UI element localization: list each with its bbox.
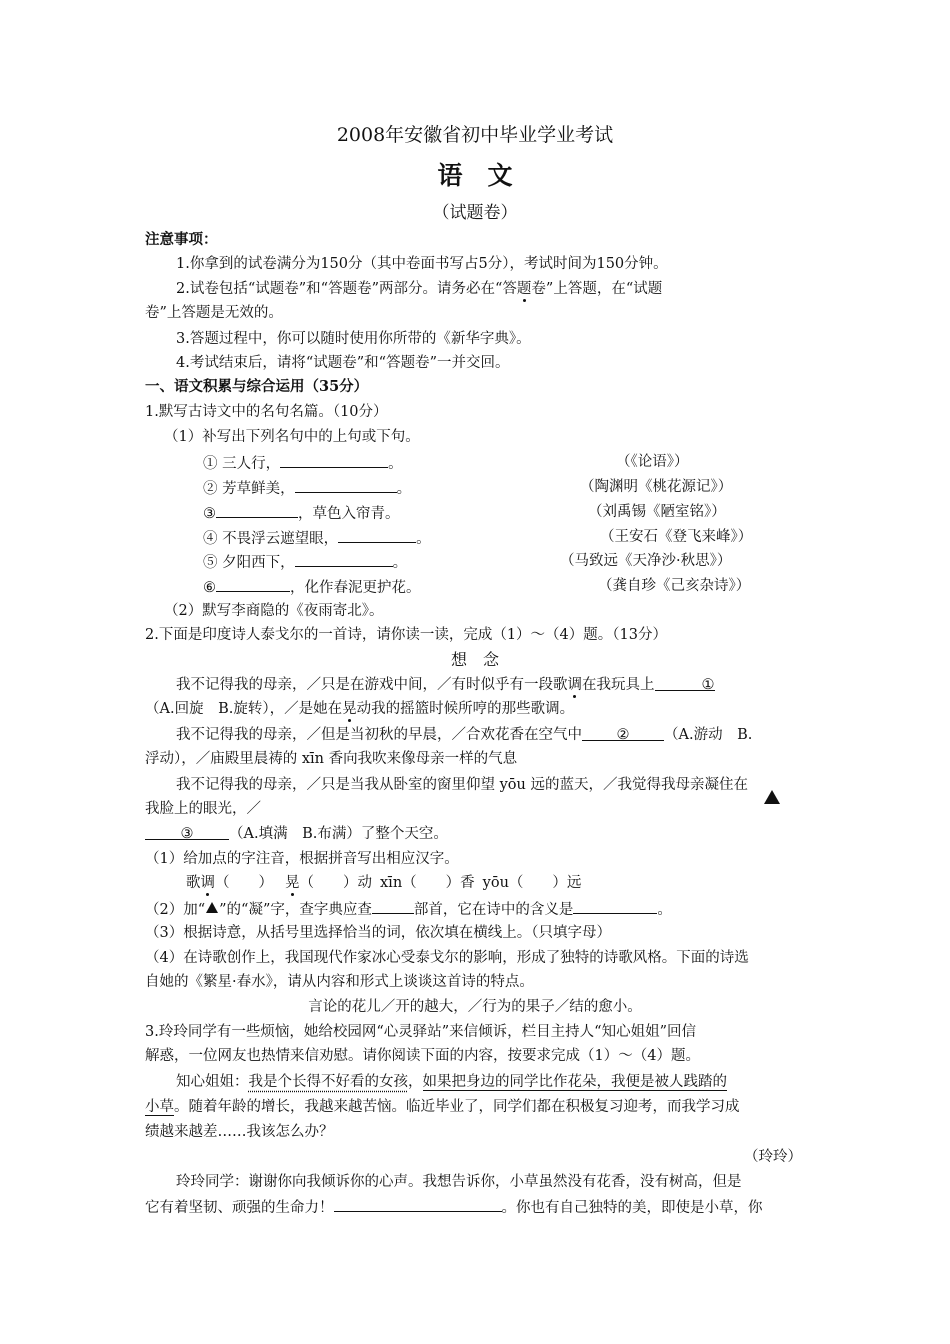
q1-line-6: ⑥ ，化作春泥更护花。 — [203, 576, 421, 598]
answer-blank[interactable] — [295, 551, 393, 567]
answer-blank-1[interactable]: ① — [655, 675, 715, 691]
q1-line-3: ③ ，草色入帘青。 — [203, 502, 400, 524]
triangle-marker-icon — [206, 902, 218, 913]
subject-title: 语 文 — [437, 161, 513, 190]
emphasis-dotted: 答题卷 — [502, 281, 546, 297]
letter-line-b: 小草。随着年龄的增长，我越来越苦恼。临近毕业了，同学们都在积极复习迎考，而我学习成 — [145, 1099, 740, 1115]
q2-sub3: （3）根据诗意，从括号里选择恰当的词，依次填在横线上。（只填字母） — [145, 925, 611, 941]
q2-sub4a: （4）在诗歌创作上，我国现代作家冰心受泰戈尔的影响，形成了独特的诗歌风格。下面的诗选 — [145, 950, 749, 966]
letter-line-c: 绩越来越差……我该怎么办？ — [145, 1124, 334, 1140]
triangle-marker-icon — [764, 790, 780, 804]
exam-title: 2008年安徽省初中毕业学业考试 — [336, 124, 614, 146]
section-1-heading: 一、语文积累与综合运用（35分） — [145, 378, 369, 395]
answer-blank[interactable] — [338, 527, 416, 543]
q1-line-4: ④ 不畏浮云遮望眼， 。 — [203, 527, 431, 549]
q2-sub1-row: 歌调（ ） 晃（ ）动 xīn（ ）香 yōu（ ）远 — [186, 875, 582, 891]
q1-line-2: ② 芳草鲜美， 。 — [203, 477, 411, 499]
q1-stem: 1.默写古诗文中的名句名篇。（10分） — [145, 404, 388, 420]
q2-sub1: （1）给加点的字注音，根据拼音写出相应汉字。 — [145, 851, 459, 867]
q2-sub2: （2）加“ ”的“凝”字，查字典应查 部首，它在诗中的含义是 。 — [145, 898, 672, 920]
note-2a: 2.试卷包括“试题卷”和“答题卷”两部分。请务必在“答题卷”上答题，在“试题 — [176, 281, 663, 297]
q2-stem: 2.下面是印度诗人泰戈尔的一首诗，请你读一读，完成（1）～（4）题。（13分） — [145, 627, 667, 643]
poem-line-1b: （A.回旋 B.旋转），／是她在晃动我的摇篮时候所哼的那些歌调。 — [145, 701, 575, 717]
reply-line-b: 它有着坚韧、顽强的生命力！ 。你也有自己独特的美，即使是小草，你 — [145, 1196, 763, 1218]
underlined-text: 如果把身边的同学比作花朵，我便是被人践踏的 — [422, 1074, 727, 1090]
dotted-text: 我是个长得不好看的女孩 — [248, 1074, 408, 1090]
note-4: 4.考试结束后，请将“试题卷”和“答题卷”一并交回。 — [176, 355, 510, 371]
note-3: 3.答题过程中，你可以随时使用你所带的《新华字典》。 — [176, 331, 531, 347]
answer-blank[interactable] — [334, 1196, 502, 1212]
poem-line-2a: 我不记得我的母亲，／但是当初秋的早晨，／合欢花香在空气中 ② （A.游动 B. — [176, 727, 753, 743]
note-1: 1.你拿到的试卷满分为150分（其中卷面书写占5分），考试时间为150分钟。 — [176, 256, 668, 272]
letter-signature: （玲玲） — [744, 1149, 802, 1165]
q1-source-2: （陶渊明《桃花源记》） — [580, 479, 733, 495]
poem-line-1a: 我不记得我的母亲，／只是在游戏中间，／有时似乎有一段歌调在我玩具上 ① — [176, 677, 715, 693]
answer-blank[interactable] — [216, 576, 290, 592]
q1-source-5: （马致远《天净沙·秋思》） — [560, 553, 732, 569]
reply-line-a: 玲玲同学：谢谢你向我倾诉你的心声。我想告诉你，小草虽然没有花香，没有树高，但是 — [176, 1174, 742, 1190]
q1-source-1: （《论语》） — [616, 454, 689, 470]
answer-blank[interactable] — [573, 898, 657, 914]
poem-line-3c: ③ （A.填满 B.布满）了整个天空。 — [145, 824, 448, 844]
answer-blank[interactable] — [280, 452, 388, 468]
answer-blank[interactable] — [216, 502, 298, 518]
q2-sub4b: 自她的《繁星·春水》，请从内容和形式上谈谈这首诗的特点。 — [145, 974, 534, 990]
q1-source-3: （刘禹锡《陋室铭》） — [588, 504, 726, 520]
q1-line-5: ⑤ 夕阳西下， 。 — [203, 551, 407, 573]
letter-line-a: 知心姐姐：我是个长得不好看的女孩，如果把身边的同学比作花朵，我便是被人践踏的 — [176, 1074, 727, 1090]
note-2b: 卷”上答题是无效的。 — [145, 305, 283, 321]
answer-blank-3[interactable]: ③ — [145, 824, 229, 840]
q1-sub1: （1）补写出下列名句中的上句或下句。 — [164, 429, 420, 445]
answer-blank[interactable] — [295, 477, 397, 493]
q1-source-6: （龚自珍《己亥杂诗》） — [598, 578, 751, 594]
answer-blank[interactable] — [372, 898, 414, 914]
poem-line-2b: 浮动），／庙殿里晨祷的 xīn 香向我吹来像母亲一样的气息 — [145, 751, 518, 767]
notes-heading: 注意事项： — [145, 231, 218, 248]
bingxin-poem: 言论的花儿／开的越大，／行为的果子／结的愈小。 — [308, 999, 642, 1015]
poem-line-3b: 我脸上的眼光，／ — [145, 801, 261, 817]
q1-source-4: （王安石《登飞来峰》） — [600, 529, 753, 545]
poem-line-3a: 我不记得我的母亲，／只是当我从卧室的窗里仰望 yōu 远的蓝天，／我觉得我母亲凝住在 — [176, 777, 748, 793]
paper-type: （试题卷） — [432, 203, 518, 223]
poem-title: 想 念 — [450, 650, 499, 669]
q1-sub2: （2）默写李商隐的《夜雨寄北》。 — [164, 603, 384, 619]
answer-blank-2[interactable]: ② — [582, 725, 664, 741]
q1-line-1: ① 三人行， 。 — [203, 452, 403, 474]
q3-stem-b: 解惑，一位网友也热情来信劝慰。请你阅读下面的内容，按要求完成（1）～（4）题。 — [145, 1048, 700, 1064]
q3-stem-a: 3.玲玲同学有一些烦恼，她给校园网“心灵驿站”来信倾诉，栏目主持人“知心姐姐”回信 — [145, 1024, 696, 1040]
